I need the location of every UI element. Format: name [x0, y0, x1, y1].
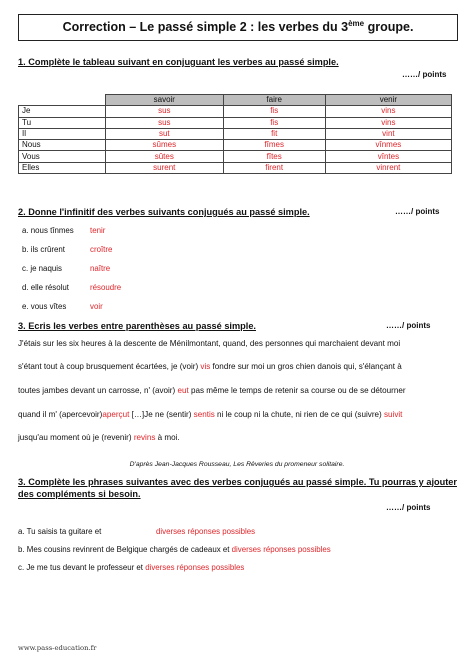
answer-cell: sut — [106, 128, 224, 139]
answer-cell: sus — [106, 117, 224, 128]
answer-cell: vint — [325, 128, 451, 139]
answer-cell: sus — [106, 106, 224, 117]
answer-cell: fis — [223, 106, 325, 117]
table-row — [19, 151, 452, 162]
subject-cell: Vous — [19, 151, 106, 162]
text-line: jusqu'au moment où je (revenir) revins à moi. — [18, 433, 180, 442]
exercise-2-title: 2. Donne l'infinitif des verbes suivants conjugués au passé simple. — [18, 207, 310, 217]
answer-cell: fîmes — [223, 140, 325, 151]
table-row — [19, 140, 452, 151]
footer-website: www.pass-education.fr — [18, 644, 97, 652]
list-item: d. elle résolut résoudre — [22, 283, 122, 292]
text-source: D'après Jean-Jacques Rousseau, Les Rêveries du promeneur solitaire. — [129, 461, 345, 468]
title-text-end: groupe. — [364, 20, 414, 34]
list-item: b. ils crûrent croître — [22, 245, 113, 254]
subject-cell: Je — [19, 106, 106, 117]
title-superscript: ème — [348, 18, 365, 28]
text-line: J'étais sur les six heures à la descente de Ménilmontant, quand, des personnes qui marchaient devant moi — [18, 339, 401, 348]
answer-cell: sûmes — [106, 140, 224, 151]
answer-cell: fit — [223, 128, 325, 139]
list-item: c. Je me tus devant le professeur et diverses réponses possibles — [18, 563, 245, 572]
exercise-3-points: ……/ points — [386, 321, 431, 330]
exercise-4-title: 3. Complète les phrases suivantes avec des verbes conjugués au passé simple. Tu pourras y ajouter — [18, 477, 457, 487]
list-item: c. je naquis naître — [22, 264, 111, 273]
answer-cell: vins — [325, 117, 451, 128]
answer-cell: vînmes — [325, 140, 451, 151]
exercise-1-title: 1. Complète le tableau suivant en conjuguant les verbes au passé simple. — [18, 57, 339, 67]
conjugation-table — [18, 94, 452, 174]
text-line: quand il m' (apercevoir)aperçut […]Je ne (sentir) sentis ni le coup ni la chute, ni rien de ce qui (suivre) suivit — [18, 410, 403, 419]
table-header: faire — [223, 95, 325, 106]
exercise-1-points: ……/ points — [402, 70, 447, 79]
subject-cell: Elles — [19, 162, 106, 173]
list-item: a. Tu saisis ta guitare et diverses réponses possibles — [18, 527, 256, 536]
title-text: Correction – Le passé simple 2 : les verbes du 3 — [62, 20, 349, 34]
page-title — [18, 14, 458, 41]
answer-cell: sûtes — [106, 151, 224, 162]
list-item: b. Mes cousins revinrent de Belgique chargés de cadeaux et diverses réponses possibles — [18, 545, 331, 554]
exercise-3-title: 3. Ecris les verbes entre parenthèses au passé simple. — [18, 321, 256, 331]
text-line: toutes jambes devant un carrosse, n' (avoir) eut pas même le temps de retenir sa course ou de se détourner — [18, 386, 406, 395]
answer-cell: fis — [223, 117, 325, 128]
subject-cell: Il — [19, 128, 106, 139]
answer-cell: vîntes — [325, 151, 451, 162]
table-corner — [19, 95, 106, 106]
table-header: venir — [325, 95, 451, 106]
list-item: a. nous tînmes tenir — [22, 226, 106, 235]
table-row — [19, 128, 452, 139]
subject-cell: Tu — [19, 117, 106, 128]
table-row — [19, 106, 452, 117]
table-row — [19, 117, 452, 128]
answer-cell: vinrent — [325, 162, 451, 173]
exercise-4-title-cont: des compléments si besoin. — [18, 489, 141, 499]
table-header: savoir — [106, 95, 224, 106]
text-line: s'étant tout à coup brusquement écartées, je (voir) vis fondre sur moi un gros chien danois qui, s'élançant à — [18, 362, 402, 371]
answer-cell: fîtes — [223, 151, 325, 162]
exercise-2-points: ……/ points — [395, 207, 440, 216]
answer-cell: surent — [106, 162, 224, 173]
exercise-4-points: ……/ points — [386, 503, 431, 512]
answer-cell: vins — [325, 106, 451, 117]
answer-cell: firent — [223, 162, 325, 173]
list-item: e. vous vîtes voir — [22, 302, 103, 311]
table-header-row — [19, 95, 452, 106]
subject-cell: Nous — [19, 140, 106, 151]
table-row — [19, 162, 452, 173]
